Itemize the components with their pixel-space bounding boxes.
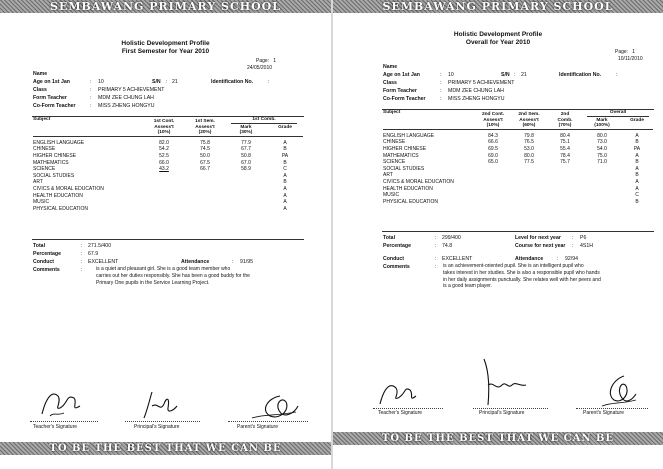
sn-value: 21 <box>172 79 178 85</box>
table-row: SCIENCE 43.2 66.7 58.9 C <box>33 166 287 173</box>
coform-teacher-label: Co-Form Teacher <box>33 103 76 109</box>
teacher-signature-line <box>30 421 98 422</box>
conduct-label: Conduct <box>383 256 405 262</box>
teacher-signature-line <box>373 408 443 409</box>
table-row: ART B <box>383 172 639 179</box>
age-colon: : <box>440 72 442 78</box>
combined-header: 1st Comb. Mark (30%) Grade <box>225 117 303 136</box>
form-teacher-label: Form Teacher <box>33 95 67 101</box>
comments-label: Comments <box>33 267 60 273</box>
subject-cell: ENGLISH LANGUAGE <box>383 132 435 139</box>
parent-signature-scribble <box>250 392 300 424</box>
conduct-label: Conduct <box>33 259 55 265</box>
report-page-first-semester <box>0 0 331 469</box>
subject-cell: HIGHER CHINESE <box>383 145 427 152</box>
teacher-comments: is an achievement-oriented pupil. She is an intelligent pupil who takes interest in her studies. She is also a responsible pupil who hands in her daily assignments punctually. She relates well with her peers and is a good team player. <box>443 263 601 290</box>
sn-colon: : <box>166 79 168 85</box>
coform-teacher-value: MISS ZHENG HONGYU <box>448 96 505 102</box>
subject-cell: HEALTH EDUCATION <box>383 185 433 192</box>
id-colon: : <box>268 79 270 85</box>
sn-label: S/N <box>501 72 510 78</box>
comments-colon: : <box>435 264 437 270</box>
parent-signature-label: Parent's Signature <box>237 424 278 430</box>
parent-signature-scribble <box>598 372 638 410</box>
report-date: 10/11/2010 <box>618 56 643 62</box>
subject-cell: ENGLISH LANGUAGE <box>33 139 85 146</box>
report-date: 24/05/2010 <box>247 65 273 71</box>
percentage-value: 74.8 <box>442 243 453 249</box>
level-next-label: Level for next year <box>515 235 561 241</box>
page-number: Page: 1 <box>256 58 277 64</box>
table-row: CIVICS & MORAL EDUCATION A <box>383 178 639 185</box>
comments-label: Comments <box>383 264 410 270</box>
class-label: Class <box>383 80 397 86</box>
attendance-colon: : <box>557 256 559 262</box>
subject-cell: SCIENCE <box>383 159 406 166</box>
table-row: ENGLISH LANGUAGE 84.3 79.8 80.4 80.0 A <box>383 132 639 139</box>
id-label: Identification No. <box>211 79 254 85</box>
id-colon: : <box>616 72 618 78</box>
percentage-label: Percentage <box>383 243 411 249</box>
report-subtitle: First Semester for Year 2010 <box>121 48 210 55</box>
total-label: Total <box>383 235 396 241</box>
principal-signature-scribble <box>478 355 528 410</box>
total-colon: : <box>435 235 437 241</box>
report-subtitle: Overall for Year 2010 <box>465 39 531 46</box>
sem-assess-header: 1st Sem. Assess't (20%) <box>195 119 215 136</box>
attendance-colon: : <box>232 259 234 265</box>
page-number: Page: 1 <box>615 49 636 55</box>
table-row: HIGHER CHINESE 52.5 50.0 50.8 PA <box>33 152 289 159</box>
level-next-value: P6 <box>580 235 587 241</box>
subject-cell: CHINESE <box>383 139 406 146</box>
principal-signature-line <box>125 421 200 422</box>
teacher-comments: is a quiet and pleasant girl. She is a good team member who carries out her duties responsibly. She has been a good buddy for the Primary One pupils in the Service Learning Project. <box>96 266 250 286</box>
name-label: Name <box>33 71 48 77</box>
subject-header: Subject <box>33 117 51 122</box>
conduct-colon: : <box>435 256 437 262</box>
class-value: PRIMARY 5 ACHIEVEMENT <box>448 80 515 86</box>
attendance-label: Attendance <box>181 259 210 265</box>
percentage-label: Percentage <box>33 251 61 257</box>
table-header-row <box>33 117 303 136</box>
percentage-colon: : <box>81 251 83 257</box>
form-teacher-value: MDM ZEE CHUNG LAH <box>448 88 504 94</box>
course-next-label: Course for next year <box>515 243 566 249</box>
parent-signature-line <box>228 421 308 422</box>
form-teacher-label: Form Teacher <box>383 88 417 94</box>
subject-cell: MUSIC <box>383 192 400 199</box>
combined-header: 2nd Comb. (70%) <box>557 112 573 129</box>
form-teacher-colon: : <box>90 95 92 101</box>
subject-cell: MATHEMATICS <box>383 152 419 159</box>
principal-signature-line <box>473 408 548 409</box>
table-row: SCIENCE 65.0 77.5 75.7 71.0 B <box>383 159 639 166</box>
attendance-value: 92/94 <box>565 256 578 262</box>
school-banner: SEMBAWANG PRIMARY SCHOOL <box>0 0 331 13</box>
attendance-value: 91/95 <box>240 259 253 265</box>
subject-header: Subject <box>383 110 401 115</box>
overall-header: Overall Mark (100%) Grade <box>583 110 653 129</box>
form-teacher-value: MDM ZEE CHUNG LAH <box>98 95 154 101</box>
report-title: Holistic Development Profile <box>453 31 543 38</box>
conduct-value: EXCELLENT <box>88 259 119 265</box>
age-label: Age on 1st Jan <box>33 79 70 85</box>
teacher-signature-label: Teacher's Signature <box>378 410 423 416</box>
age-colon: : <box>90 79 92 85</box>
table-row: PHYSICAL EDUCATION A <box>33 205 287 212</box>
class-colon: : <box>440 80 442 86</box>
subject-cell: CHINESE <box>33 146 56 153</box>
sn-colon: : <box>514 72 516 78</box>
subject-cell: SOCIAL STUDIES <box>33 172 75 179</box>
table-row: HIGHER CHINESE 69.5 53.0 55.4 54.0 PA <box>383 145 641 152</box>
cont-assess-header: 2nd Cont. Assess't (10%) <box>481 112 505 129</box>
level-next-colon: : <box>572 235 574 241</box>
table-row: MUSIC A <box>33 199 287 206</box>
subject-cell: SCIENCE <box>33 166 56 173</box>
table-row: SOCIAL STUDIES A <box>33 172 287 179</box>
table-row: HEALTH EDUCATION A <box>383 185 639 192</box>
subject-cell: ART <box>383 172 393 179</box>
percentage-colon: : <box>435 243 437 249</box>
subject-cell: CIVICS & MORAL EDUCATION <box>383 178 454 185</box>
table-row: MUSIC C <box>383 192 639 199</box>
age-label: Age on 1st Jan <box>383 72 420 78</box>
table-row: SOCIAL STUDIES A <box>383 165 639 172</box>
table-row: PHYSICAL EDUCATION B <box>383 198 639 205</box>
class-label: Class <box>33 87 47 93</box>
parent-signature-line <box>576 408 648 409</box>
total-colon: : <box>81 243 83 249</box>
subject-cell: PHYSICAL EDUCATION <box>383 198 439 205</box>
coform-teacher-colon: : <box>90 103 92 109</box>
marks-table <box>33 117 303 212</box>
table-row: MATHEMATICS 66.0 67.5 67.0 B <box>33 159 287 166</box>
teacher-signature-scribble <box>378 378 418 410</box>
subject-cell: MATHEMATICS <box>33 159 69 166</box>
parent-signature-label: Parent's Signature <box>583 410 624 416</box>
table-bottom-rule <box>382 231 654 232</box>
cont-assess-header: 1st Cont. Assess't (10%) <box>153 119 175 136</box>
age-value: 10 <box>98 79 104 85</box>
coform-teacher-value: MISS ZHENG HONGYU <box>98 103 155 109</box>
principal-signature-label: Principal's Signature <box>479 410 525 416</box>
table-row: CHINESE 54.2 74.5 67.7 B <box>33 146 287 153</box>
name-label: Name <box>383 64 398 70</box>
table-row: MATHEMATICS 69.0 80.0 78.4 75.0 A <box>383 152 639 159</box>
subject-cell: PHYSICAL EDUCATION <box>33 205 89 212</box>
subject-cell: HIGHER CHINESE <box>33 152 77 159</box>
comments-colon: : <box>81 267 83 273</box>
attendance-label: Attendance <box>515 256 544 262</box>
motto-banner: TO BE THE BEST THAT WE CAN BE <box>333 432 663 445</box>
subject-cell: ART <box>33 179 43 186</box>
total-value: 299/400 <box>442 235 461 241</box>
class-colon: : <box>90 87 92 93</box>
percentage-value: 67.9 <box>88 251 99 257</box>
sem-assess-header: 2nd Sem. Assess't (60%) <box>518 112 540 129</box>
table-row: HEALTH EDUCATION A <box>33 192 287 199</box>
teacher-signature-scribble <box>40 386 85 421</box>
failing-mark: 43.2 <box>159 166 169 173</box>
subject-cell: MUSIC <box>33 199 50 206</box>
table-bottom-rule <box>32 239 304 240</box>
age-value: 10 <box>448 72 454 78</box>
coform-teacher-label: Co-Form Teacher <box>383 96 426 102</box>
form-teacher-colon: : <box>440 88 442 94</box>
total-label: Total <box>33 243 46 249</box>
motto-banner: TO BE THE BEST THAT WE CAN BE <box>0 442 331 455</box>
course-next-value: 4S1H <box>580 243 593 249</box>
report-page-overall <box>333 0 663 469</box>
table-row: CHINESE 66.6 76.5 75.1 73.0 B <box>383 139 639 146</box>
subject-cell: HEALTH EDUCATION <box>33 192 83 199</box>
conduct-colon: : <box>81 259 83 265</box>
marks-table <box>383 110 653 205</box>
conduct-value: EXCELLENT <box>442 256 473 262</box>
coform-teacher-colon: : <box>440 96 442 102</box>
principal-signature-scribble <box>140 388 180 423</box>
id-label: Identification No. <box>559 72 602 78</box>
sn-value: 21 <box>521 72 527 78</box>
subject-cell: CIVICS & MORAL EDUCATION <box>33 185 104 192</box>
school-banner: SEMBAWANG PRIMARY SCHOOL <box>333 0 663 13</box>
report-title: Holistic Development Profile <box>121 40 210 47</box>
total-value: 271.5/400 <box>88 243 112 249</box>
table-row: ART B <box>33 179 287 186</box>
teacher-signature-label: Teacher's Signature <box>33 424 78 430</box>
table-row: ENGLISH LANGUAGE 82.0 75.8 77.9 A <box>33 139 287 146</box>
course-next-colon: : <box>572 243 574 249</box>
subject-cell: SOCIAL STUDIES <box>383 165 425 172</box>
table-row: CIVICS & MORAL EDUCATION A <box>33 185 287 192</box>
class-value: PRIMARY 5 ACHIEVEMENT <box>98 87 165 93</box>
principal-signature-label: Principal's Signature <box>134 424 180 430</box>
sn-label: S/N <box>152 79 161 85</box>
table-header-row <box>383 110 653 129</box>
